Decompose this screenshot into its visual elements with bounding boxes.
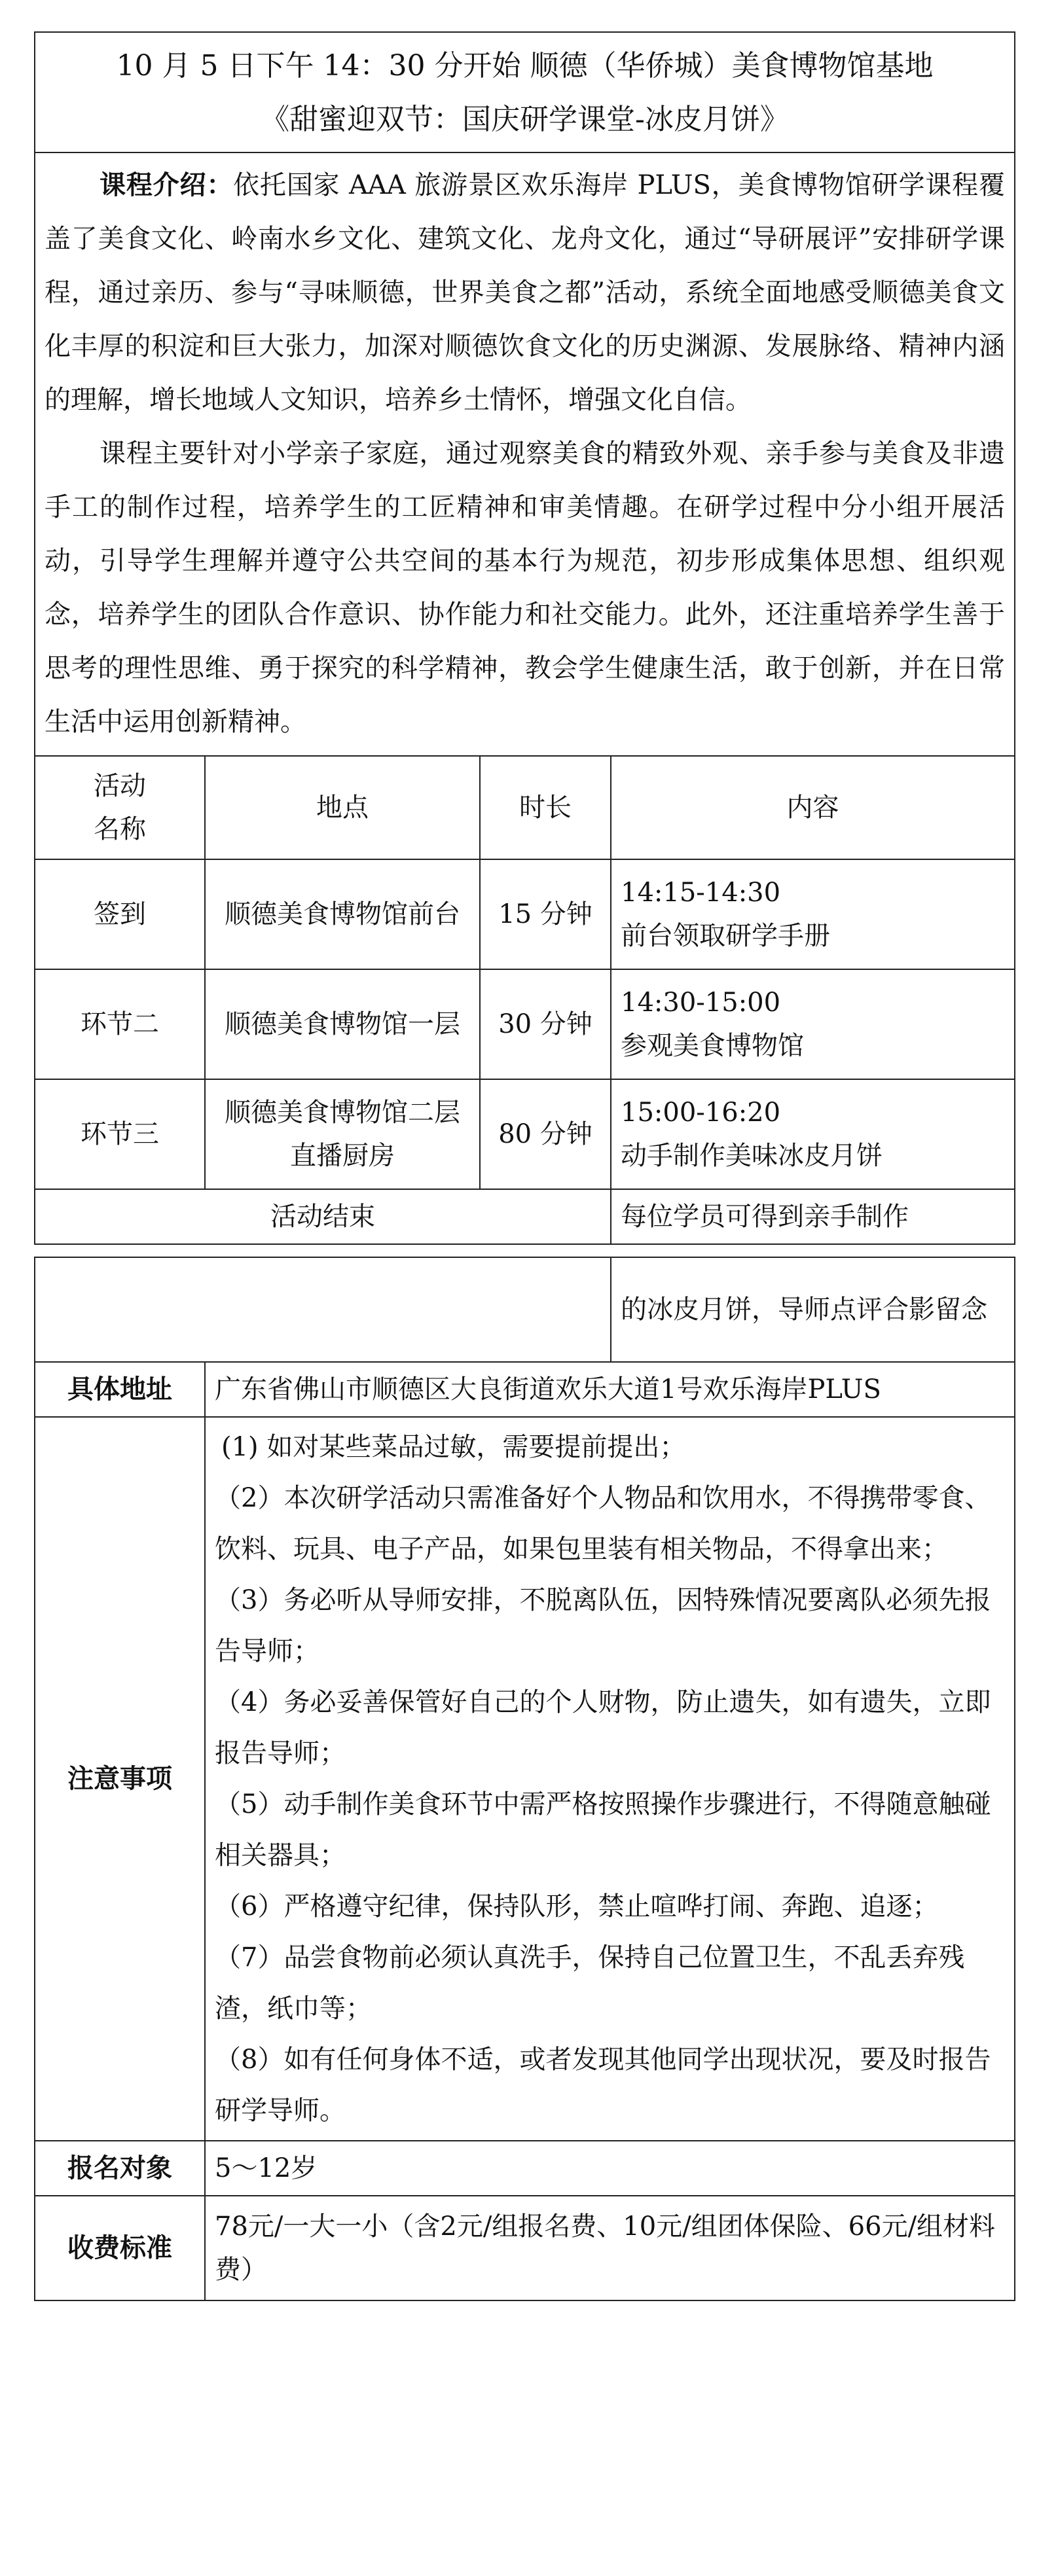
intro-paragraph-2: 课程主要针对小学亲子家庭，通过观察美食的精致外观、亲手参与美食及非遗手工的制作过程，培养学生的工匠精神和审美情趣。在研学过程中分小组开展活动，引导学生理解并遵守公共空间的基本行为规范，初步形成集体思想、组织观念，培养学生的团队合作意识、协作能力和社交能力。此外，还注重培养学生善于思考的理性思维、勇于探究的科学精神，教会学生健康生活，敢于创新，并在日常生活中运用创新精神。 xyxy=(45,438,1005,737)
note-item: （4）务必妥善保管好自己的个人财物，防止遗失，如有遗失，立即报告导师； xyxy=(215,1687,991,1768)
header-content: 内容 xyxy=(611,756,1015,859)
activity-place: 顺德美食博物馆前台 xyxy=(205,859,480,969)
notes-row xyxy=(35,1417,1015,2141)
target-row xyxy=(35,2141,1015,2196)
activity-content xyxy=(611,969,1015,1079)
intro-paragraph-1 xyxy=(45,158,1005,427)
activity-time: 15:00-16:20 xyxy=(621,1098,781,1128)
activity-end-continued-row xyxy=(35,1257,1015,1362)
header-activity-name xyxy=(35,756,205,859)
note-item: （7）品尝食物前必须认真洗手，保持自己位置卫生，不乱丢弃残渣，纸巾等； xyxy=(215,1942,965,2024)
activity-end-row xyxy=(35,1189,1015,1244)
fee-row xyxy=(35,2196,1015,2300)
address-value: 广东省佛山市顺德区大良街道欢乐大道1号欢乐海岸PLUS xyxy=(205,1362,1015,1417)
page-break-gap xyxy=(35,1244,1015,1257)
fee-value: 78元/一大一小（含2元/组报名费、10元/组团体保险、66元/组材料费） xyxy=(205,2196,1015,2300)
activity-desc: 参观美食博物馆 xyxy=(621,1031,804,1061)
activity-end-continued-empty xyxy=(35,1257,611,1362)
activity-desc: 前台领取研学手册 xyxy=(621,921,830,951)
activity-content xyxy=(611,859,1015,969)
note-item: （3）务必听从导师安排，不脱离队伍，因特殊情况要离队必须先报告导师； xyxy=(215,1585,991,1666)
title-line-2: 《甜蜜迎双节：国庆研学课堂-冰皮月饼》 xyxy=(261,103,789,136)
activity-end-label: 活动结束 xyxy=(35,1189,611,1244)
table-row xyxy=(35,859,1015,969)
header-place: 地点 xyxy=(205,756,480,859)
notes-label: 注意事项 xyxy=(35,1417,205,2141)
intro-row xyxy=(35,152,1015,756)
title-row xyxy=(35,32,1015,152)
activity-place: 顺德美食博物馆一层 xyxy=(205,969,480,1079)
table-row xyxy=(35,969,1015,1079)
activity-duration: 15 分钟 xyxy=(480,859,611,969)
activity-duration: 80 分钟 xyxy=(480,1079,611,1189)
fee-label: 收费标准 xyxy=(35,2196,205,2300)
table-row xyxy=(35,1079,1015,1189)
activity-time: 14:15-14:30 xyxy=(621,878,781,908)
note-item: （2）本次研学活动只需准备好个人物品和饮用水，不得携带零食、饮料、玩具、电子产品，如果包里装有相关物品，不得拿出来； xyxy=(215,1483,991,1564)
activity-place: 顺德美食博物馆二层直播厨房 xyxy=(205,1079,480,1189)
schedule-header-row xyxy=(35,756,1015,859)
intro-text-1: 依托国家 AAA 旅游景区欢乐海岸 PLUS，美食博物馆研学课程覆盖了美食文化、岭南水乡文化、建筑文化、龙舟文化，通过“导研展评”安排研学课程，通过亲历、参与“寻味顺德，世界美食之都”活动，系统全面地感受顺德美食文化丰厚的积淀和巨大张力，加深对顺德饮食文化的历史渊源、发展脉络、精神内涵的理解，增长地域人文知识，培养乡土情怀，增强文化自信。 xyxy=(45,170,1006,415)
header-activity-line-2: 名称 xyxy=(94,814,146,844)
activity-time: 14:30-15:00 xyxy=(621,988,781,1018)
intro-label: 课程介绍： xyxy=(100,170,234,200)
address-row xyxy=(35,1362,1015,1417)
course-intro xyxy=(35,152,1015,756)
target-value: 5～12岁 xyxy=(205,2141,1015,2196)
header-duration: 时长 xyxy=(480,756,611,859)
header-activity-line-1: 活动 xyxy=(94,771,146,801)
activity-name: 环节二 xyxy=(35,969,205,1079)
activity-name: 签到 xyxy=(35,859,205,969)
address-label: 具体地址 xyxy=(35,1362,205,1417)
activity-name: 环节三 xyxy=(35,1079,205,1189)
activity-content xyxy=(611,1079,1015,1189)
activity-desc: 动手制作美味冰皮月饼 xyxy=(621,1141,883,1171)
gap-row xyxy=(35,1244,1015,1257)
activity-duration: 30 分钟 xyxy=(480,969,611,1079)
note-item: （8）如有任何身体不适，或者发现其他同学出现状况，要及时报告研学导师。 xyxy=(215,2045,991,2126)
note-item: （6）严格遵守纪律，保持队形，禁止喧哗打闹、奔跑、追逐； xyxy=(215,1891,939,1922)
document-title xyxy=(35,32,1015,152)
schedule-table xyxy=(34,31,1015,2301)
activity-end-desc-line-1: 每位学员可得到亲手制作 xyxy=(611,1189,1015,1244)
note-item: （5）动手制作美食环节中需严格按照操作步骤进行，不得随意触碰相关器具； xyxy=(215,1789,991,1870)
note-item: (1) 如对某些菜品过敏，需要提前提出； xyxy=(221,1432,686,1462)
notes-list xyxy=(205,1417,1015,2141)
document xyxy=(34,31,1014,2301)
activity-end-desc-rest: 的冰皮月饼，导师点评合影留念 xyxy=(611,1257,1015,1362)
title-line-1: 10 月 5 日下午 14：30 分开始 顺德（华侨城）美食博物馆基地 xyxy=(116,49,934,82)
target-label: 报名对象 xyxy=(35,2141,205,2196)
